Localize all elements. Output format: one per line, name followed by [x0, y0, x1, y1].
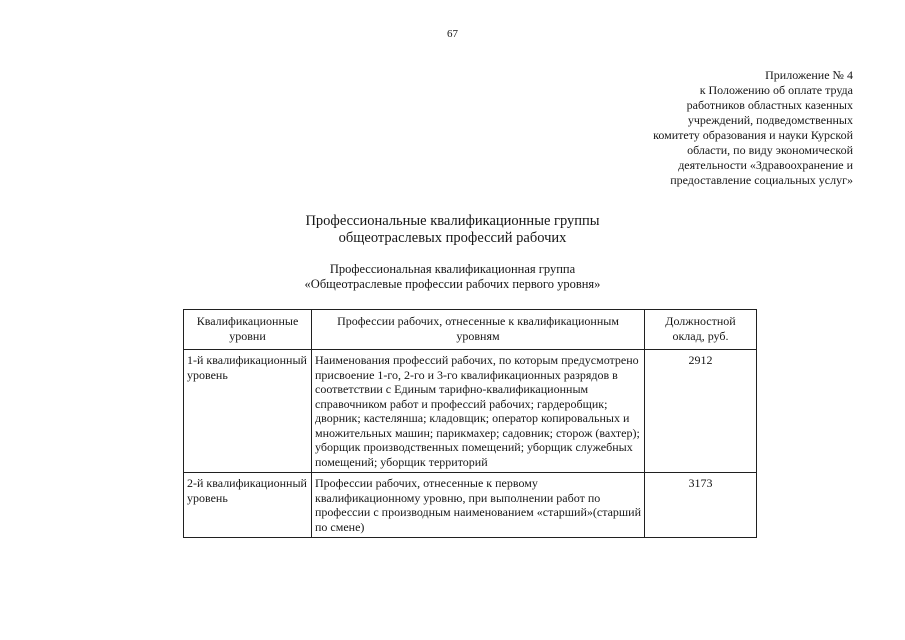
document-title-line: Профессиональные квалификационные группы — [305, 213, 600, 229]
appendix-line: работников областных казенных — [686, 98, 853, 112]
header-levels: Квалификационные уровни — [184, 310, 312, 350]
group-title-line: «Общеотраслевые профессии рабочих первого уровня» — [304, 277, 601, 291]
appendix-line: области, по виду экономической — [687, 143, 853, 157]
cell-level: 2-й квалификационный уровень — [184, 473, 312, 538]
document-title — [0, 213, 905, 247]
page-number: 67 — [447, 28, 458, 40]
appendix-line: учреждений, подведомственных — [687, 113, 853, 127]
header-salary: Должностной оклад, руб. — [645, 310, 757, 350]
qualification-table — [183, 309, 757, 538]
table-header-row — [184, 310, 757, 350]
cell-level: 1-й квалификационный уровень — [184, 350, 312, 473]
cell-salary: 3173 — [645, 473, 757, 538]
appendix-note — [653, 68, 853, 188]
appendix-line: Приложение № 4 — [765, 68, 853, 82]
group-title — [0, 262, 905, 292]
table-row — [184, 473, 757, 538]
header-professions: Профессии рабочих, отнесенные к квалификационным уровням — [312, 310, 645, 350]
group-title-line: Профессиональная квалификационная группа — [329, 262, 576, 276]
appendix-line: комитету образования и науки Курской — [653, 128, 853, 142]
appendix-line: к Положению об оплате труда — [699, 83, 853, 97]
appendix-line: деятельности «Здравоохранение и — [678, 158, 853, 172]
appendix-line: предоставление социальных услуг» — [670, 173, 853, 187]
cell-salary: 2912 — [645, 350, 757, 473]
table-row — [184, 350, 757, 473]
cell-professions: Профессии рабочих, отнесенные к первому квалификационному уровню, при выполнении работ по профессии с производным наименованием «старший»(старший по смене) — [312, 473, 645, 538]
cell-professions: Наименования профессий рабочих, по которым предусмотрено присвоение 1-го, 2-го и 3-го квалификационных разрядов в соответствии с Единым тарифно-квалификационным справочником работ и профессий рабочих; гардеробщик; дворник; кастелянша; кладовщик; оператор копировальных и множительных машин; парикмахер; садовник; сторож (вахтер); уборщик производственных помещений; уборщик служебных помещений; уборщик территорий — [312, 350, 645, 473]
document-title-line: общеотраслевых профессий рабочих — [338, 230, 567, 246]
